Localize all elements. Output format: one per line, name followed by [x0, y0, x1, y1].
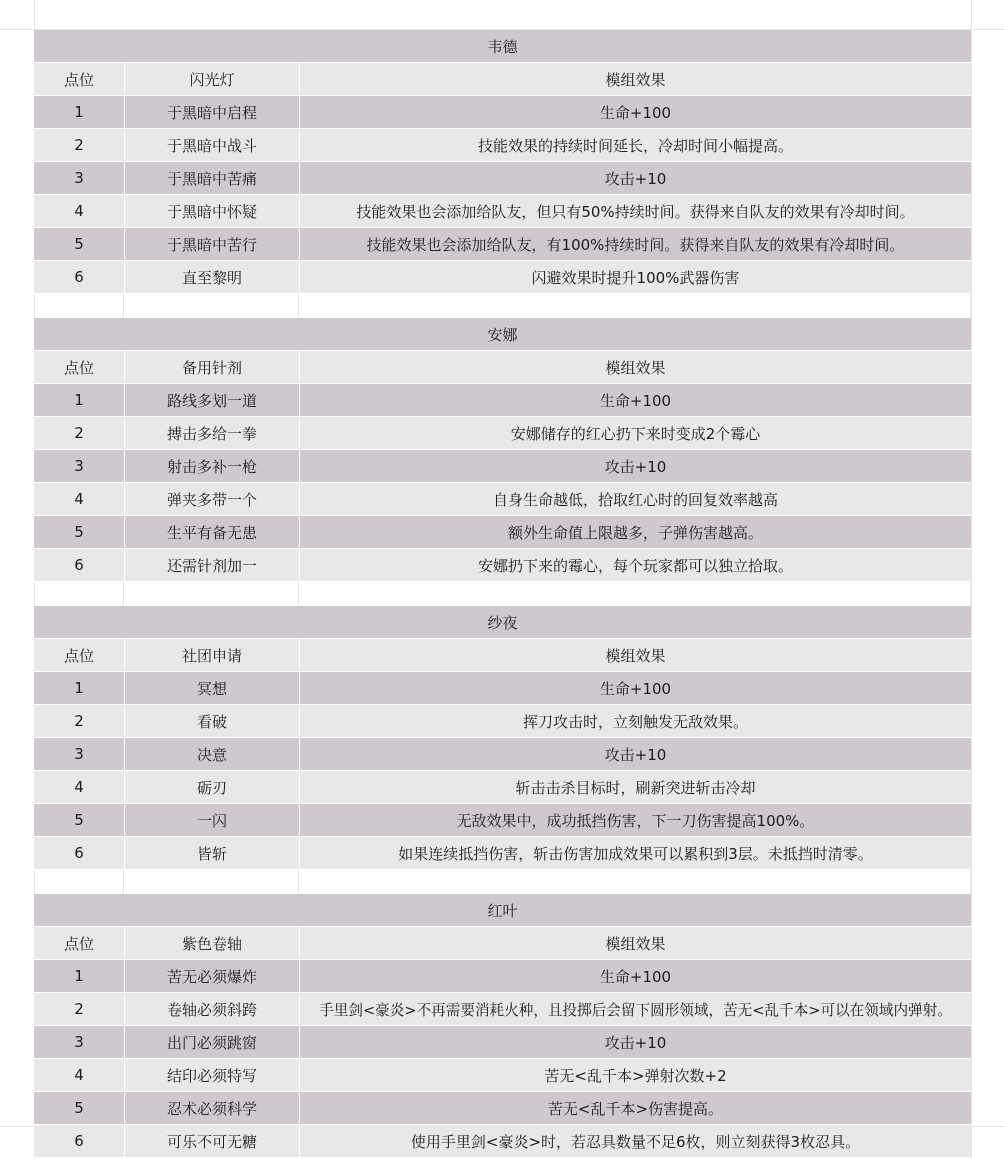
module-name-cell: 一闪	[124, 804, 299, 836]
header-item: 紫色卷轴	[124, 927, 299, 959]
table-row	[34, 261, 971, 294]
effect-cell: 如果连续抵挡伤害，斩击伤害加成效果可以累积到3层。未抵挡时清零。	[299, 837, 971, 869]
slot-cell: 6	[74, 556, 84, 574]
slot-cell: 1	[74, 103, 84, 121]
section-momiji	[34, 894, 971, 1158]
table-row	[34, 1026, 971, 1059]
slot-cell: 1	[74, 391, 84, 409]
header-effect: 模组效果	[299, 351, 971, 383]
effect-cell: 生命+100	[299, 96, 971, 128]
section-anna	[34, 318, 971, 606]
slot-cell: 6	[74, 268, 84, 286]
module-name-cell: 结印必须特写	[124, 1059, 299, 1091]
effect-cell: 攻击+10	[299, 1026, 971, 1058]
slot-cell: 2	[74, 712, 84, 730]
header-slot: 点位	[63, 358, 94, 377]
header-item: 备用针剂	[124, 351, 299, 383]
effect-cell: 技能效果也会添加给队友，有100%持续时间。获得来自队友的效果有冷却时间。	[299, 228, 971, 260]
module-name-cell: 路线多划一道	[124, 384, 299, 416]
table-row	[34, 549, 971, 582]
table-row	[34, 417, 971, 450]
header-item: 闪光灯	[124, 63, 299, 95]
slot-cell: 1	[74, 679, 84, 697]
module-name-cell: 射击多补一枪	[124, 450, 299, 482]
header-row	[34, 63, 971, 96]
table-row	[34, 129, 971, 162]
module-name-cell: 弹夹多带一个	[124, 483, 299, 515]
table-row	[34, 804, 971, 837]
header-item: 社团申请	[124, 639, 299, 671]
slot-cell: 3	[74, 1033, 84, 1051]
effect-cell: 挥刀攻击时，立刻触发无敌效果。	[299, 705, 971, 737]
slot-cell: 1	[74, 967, 84, 985]
table-row	[34, 837, 971, 870]
effect-cell: 攻击+10	[299, 162, 971, 194]
section-title: 红叶	[487, 901, 518, 920]
header-slot: 点位	[63, 646, 94, 665]
module-name-cell: 搏击多给一拳	[124, 417, 299, 449]
effect-cell: 生命+100	[299, 384, 971, 416]
table-row	[34, 228, 971, 261]
effect-cell: 自身生命越低，拾取红心时的回复效率越高	[299, 483, 971, 515]
module-name-cell: 于黑暗中战斗	[124, 129, 299, 161]
table-row	[34, 1092, 971, 1125]
table-row	[34, 771, 971, 804]
effect-cell: 苦无<乱千本>伤害提高。	[299, 1092, 971, 1124]
module-name-cell: 生平有备无患	[124, 516, 299, 548]
table-row	[34, 1059, 971, 1092]
slot-cell: 5	[74, 811, 84, 829]
module-name-cell: 砺刃	[124, 771, 299, 803]
section-title-row	[34, 606, 971, 639]
module-name-cell: 卷轴必须斜跨	[124, 993, 299, 1025]
slot-cell: 5	[74, 523, 84, 541]
slot-cell: 6	[74, 1132, 84, 1150]
effect-cell: 生命+100	[299, 672, 971, 704]
module-name-cell: 看破	[124, 705, 299, 737]
module-name-cell: 决意	[124, 738, 299, 770]
slot-cell: 4	[74, 202, 84, 220]
slot-cell: 3	[74, 745, 84, 763]
effect-cell: 安娜储存的红心扔下来时变成2个霉心	[299, 417, 971, 449]
effect-cell: 使用手里剑<豪炎>时，若忍具数量不足6枚，则立刻获得3枚忍具。	[299, 1125, 971, 1157]
section-title-row	[34, 894, 971, 927]
spacer-row	[34, 870, 971, 894]
header-row	[34, 639, 971, 672]
effect-cell: 手里剑<豪炎>不再需要消耗火种，且投掷后会留下圆形领域，苦无<乱千本>可以在领域内弹射。	[299, 993, 971, 1025]
module-name-cell: 皆斩	[124, 837, 299, 869]
section-title-row	[34, 318, 971, 351]
section-title-row	[34, 30, 971, 63]
table-row	[34, 195, 971, 228]
table-row	[34, 738, 971, 771]
effect-cell: 攻击+10	[299, 738, 971, 770]
module-name-cell: 直至黎明	[124, 261, 299, 293]
effect-cell: 斩击击杀目标时，刷新突进斩击冷却	[299, 771, 971, 803]
table-row	[34, 162, 971, 195]
header-effect: 模组效果	[299, 639, 971, 671]
module-name-cell: 忍术必须科学	[124, 1092, 299, 1124]
section-title: 韦德	[487, 37, 518, 56]
table-row	[34, 960, 971, 993]
spacer-row	[34, 582, 971, 606]
slot-cell: 3	[74, 169, 84, 187]
table-row	[34, 672, 971, 705]
table-row	[34, 96, 971, 129]
header-slot: 点位	[63, 70, 94, 89]
module-name-cell: 于黑暗中启程	[124, 96, 299, 128]
module-name-cell: 于黑暗中苦行	[124, 228, 299, 260]
effect-cell: 技能效果也会添加给队友，但只有50%持续时间。获得来自队友的效果有冷却时间。	[299, 195, 971, 227]
table-row	[34, 1125, 971, 1158]
slot-cell: 5	[74, 235, 84, 253]
slot-cell: 2	[74, 1000, 84, 1018]
slot-cell: 4	[74, 778, 84, 796]
table-row	[34, 705, 971, 738]
effect-cell: 苦无<乱千本>弹射次数+2	[299, 1059, 971, 1091]
effect-cell: 闪避效果时提升100%武器伤害	[299, 261, 971, 293]
effect-cell: 无敌效果中，成功抵挡伤害，下一刀伤害提高100%。	[299, 804, 971, 836]
slot-cell: 4	[74, 1066, 84, 1084]
table-row	[34, 450, 971, 483]
effect-cell: 安娜扔下来的霉心，每个玩家都可以独立拾取。	[299, 549, 971, 581]
header-row	[34, 927, 971, 960]
effect-cell: 技能效果的持续时间延长，冷却时间小幅提高。	[299, 129, 971, 161]
header-slot: 点位	[63, 934, 94, 953]
header-row	[34, 351, 971, 384]
section-title: 安娜	[487, 325, 518, 344]
slot-cell: 5	[74, 1099, 84, 1117]
module-sheet	[34, 30, 971, 1158]
header-effect: 模组效果	[299, 63, 971, 95]
module-name-cell: 于黑暗中怀疑	[124, 195, 299, 227]
effect-cell: 生命+100	[299, 960, 971, 992]
table-row	[34, 516, 971, 549]
slot-cell: 2	[74, 136, 84, 154]
slot-cell: 2	[74, 424, 84, 442]
table-row	[34, 993, 971, 1026]
module-name-cell: 苦无必须爆炸	[124, 960, 299, 992]
header-effect: 模组效果	[299, 927, 971, 959]
module-name-cell: 出门必须跳窗	[124, 1026, 299, 1058]
effect-cell: 攻击+10	[299, 450, 971, 482]
module-name-cell: 可乐不可无糖	[124, 1125, 299, 1157]
effect-cell: 额外生命值上限越多，子弹伤害越高。	[299, 516, 971, 548]
table-row	[34, 384, 971, 417]
module-name-cell: 还需针剂加一	[124, 549, 299, 581]
slot-cell: 3	[74, 457, 84, 475]
section-saya	[34, 606, 971, 894]
slot-cell: 4	[74, 490, 84, 508]
section-title: 纱夜	[487, 613, 518, 632]
table-row	[34, 483, 971, 516]
module-name-cell: 于黑暗中苦痛	[124, 162, 299, 194]
section-wade	[34, 30, 971, 318]
module-name-cell: 冥想	[124, 672, 299, 704]
spacer-row	[34, 294, 971, 318]
slot-cell: 6	[74, 844, 84, 862]
